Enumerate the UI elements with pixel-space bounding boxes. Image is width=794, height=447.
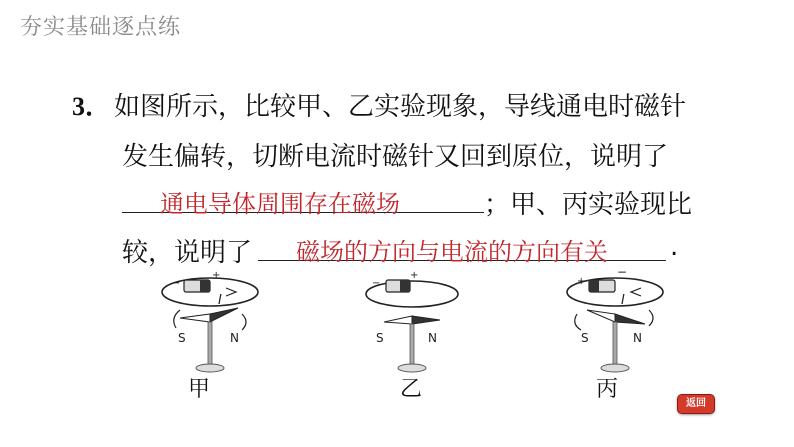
- current-label: I: [621, 293, 625, 308]
- current-arrow: [631, 288, 641, 296]
- header-title: 夯实基础逐点练: [20, 15, 182, 40]
- n-pole-label: N: [230, 331, 239, 345]
- figure-jia-diagram: [150, 270, 280, 400]
- question-line-2: 发生偏转，切断电流时磁针又回到原位，说明了: [122, 142, 669, 172]
- plus-sign: +: [410, 270, 419, 281]
- s-pole-label: S: [581, 331, 589, 345]
- current-label: I: [218, 293, 222, 308]
- battery: [589, 280, 615, 292]
- question-line-1: 如图所示，比较甲、乙实验现象，导线通电时磁针: [114, 92, 687, 122]
- figure-caption-bing: 丙: [596, 377, 619, 402]
- needle-stand: [208, 322, 212, 366]
- figure-caption-yi: 乙: [400, 377, 423, 402]
- deflection-arrow-right: [649, 310, 653, 326]
- compass-needle: [384, 316, 440, 324]
- n-pole-label: N: [428, 331, 437, 345]
- question-after-blank-1: ；甲、丙实验现比: [484, 190, 693, 220]
- plus-sign: +: [212, 270, 221, 281]
- plus-sign: +: [577, 276, 586, 287]
- question-line-4-prefix: 较，说明了: [122, 238, 253, 268]
- battery: [184, 280, 210, 292]
- question-end-period: .: [670, 232, 679, 262]
- minus-sign: −: [372, 278, 381, 289]
- n-pole-label: N: [633, 331, 642, 345]
- stand-base: [601, 364, 629, 372]
- deflection-arrow-left: [575, 314, 581, 330]
- deflection-arrow-left: [174, 310, 180, 328]
- stand-base: [196, 364, 224, 372]
- back-button[interactable]: 返回: [677, 394, 715, 414]
- needle-stand: [410, 324, 414, 366]
- question-number: 3．: [72, 92, 112, 121]
- minus-sign: −: [172, 278, 181, 289]
- answer-1-text: 通电导体周围存在磁场: [160, 190, 400, 218]
- figure-bing-diagram: [555, 270, 685, 400]
- compass-needle: [180, 308, 238, 322]
- needle-stand: [613, 322, 617, 366]
- deflection-arrow-right: [242, 314, 246, 330]
- battery: [386, 280, 410, 292]
- stand-base: [398, 364, 426, 372]
- current-arrow: [226, 288, 236, 296]
- s-pole-label: S: [178, 331, 186, 345]
- minus-sign: −: [617, 270, 628, 279]
- s-pole-label: S: [376, 331, 384, 345]
- answer-2-text: 磁场的方向与电流的方向有关: [296, 238, 608, 266]
- figure-caption-jia: 甲: [188, 377, 211, 402]
